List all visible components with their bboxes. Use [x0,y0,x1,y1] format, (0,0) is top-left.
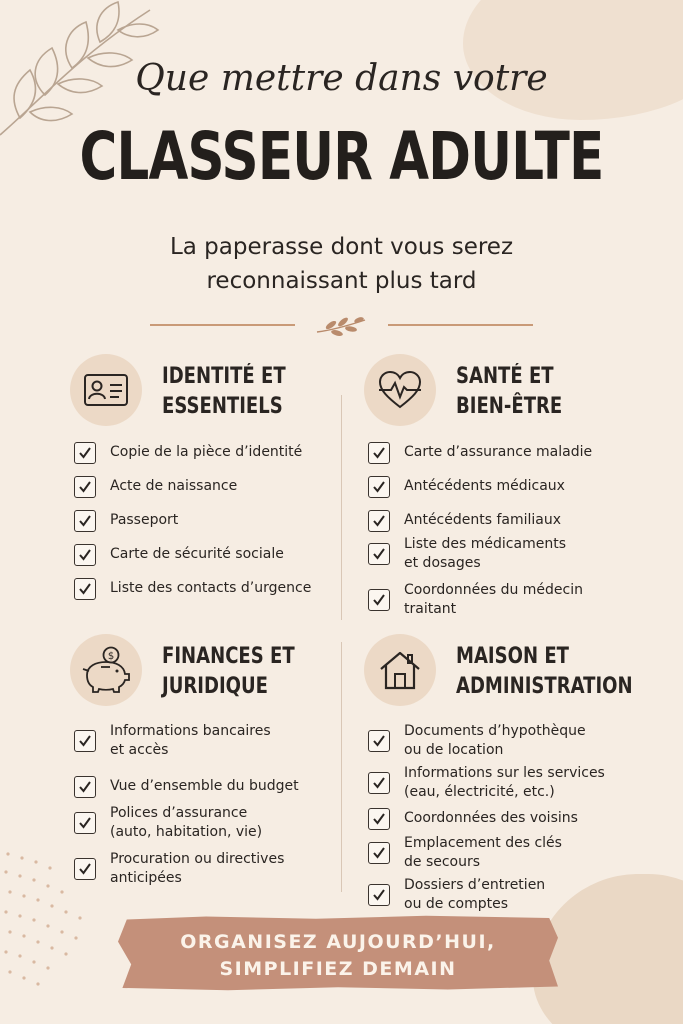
section-title-line-1: SANTÉ ET [456,364,554,389]
id-card-icon [83,373,129,407]
section-header [70,354,370,434]
checklist-item [74,442,302,464]
checklist-item [74,805,263,842]
banner-text [118,929,558,983]
item-label: Polices d’assurance (auto, habitation, vie) [110,805,263,840]
section-title-line-2: ADMINISTRATION [456,674,633,699]
checkbox-checked[interactable] [368,842,390,864]
checkbox-checked[interactable] [74,510,96,532]
checklist-item [368,835,562,872]
checklist-item [368,476,565,498]
section-finances [70,634,370,886]
subtitle-line-1: La paperasse dont vous serez [169,234,514,260]
checkmark-icon [371,733,387,749]
section-title-line-2: ESSENTIELS [162,394,283,419]
checklist-item [74,476,237,498]
checklist-item [74,544,284,566]
checklist-item [74,851,285,888]
item-label: Informations sur les services (eau, électricité, etc.) [404,765,605,800]
svg-text:$: $ [107,651,115,662]
section-header [70,634,370,714]
icon-circle [70,634,142,706]
checkbox-checked[interactable] [368,730,390,752]
divider-line-left [150,324,295,326]
section-title [162,362,286,422]
section-header [364,354,664,434]
checkbox-checked[interactable] [74,476,96,498]
section-title [456,642,633,702]
sprig-icon [315,316,369,336]
checkbox-checked[interactable] [74,730,96,752]
checkmark-icon [77,861,93,877]
checkmark-icon [371,546,387,562]
checkmark-icon [371,775,387,791]
checklist-item [368,442,592,464]
banner-line-1: ORGANISEZ AUJOURD’HUI, [180,931,496,953]
checkmark-icon [77,513,93,529]
checkmark-icon [371,445,387,461]
checklist-item [368,765,605,802]
icon-circle [70,354,142,426]
item-label: Coordonnées des voisins [404,810,578,826]
script-title: Que mettre dans votre [135,58,548,99]
heart-pulse-icon [377,370,423,410]
item-label: Procuration ou directives anticipées [110,851,285,886]
checkmark-icon [77,815,93,831]
divider-line-right [388,324,533,326]
item-label: Carte de sécurité sociale [110,546,284,562]
subtitle [0,230,683,298]
ornament-divider [150,316,533,336]
item-label: Informations bancaires et accès [110,723,271,758]
item-label: Copie de la pièce d’identité [110,444,303,460]
checkbox-checked[interactable] [74,442,96,464]
checkbox-checked[interactable] [368,772,390,794]
item-label: Liste des contacts d’urgence [110,580,312,596]
checkmark-icon [371,887,387,903]
checklist-item [368,536,566,573]
subtitle-line-2: reconnaissant plus tard [206,268,477,294]
checkbox-checked[interactable] [74,858,96,880]
checklist-item [368,808,578,830]
checkmark-icon [77,479,93,495]
icon-circle [364,634,436,706]
checkbox-checked[interactable] [74,578,96,600]
section-title [456,362,562,422]
icon-circle [364,354,436,426]
checkmark-icon [371,479,387,495]
section-identity [70,354,370,596]
section-title-line-2: BIEN-ÊTRE [456,394,563,419]
section-title [162,642,295,702]
item-label: Antécédents familiaux [404,512,562,528]
item-label: Acte de naissance [110,478,238,494]
checkmark-icon [371,592,387,608]
checkmark-icon [77,779,93,795]
checkbox-checked[interactable] [368,808,390,830]
item-label: Emplacement des clés de secours [404,835,562,870]
item-label: Antécédents médicaux [404,478,565,494]
checkmark-icon [77,547,93,563]
checkbox-checked[interactable] [74,544,96,566]
piggy-bank-icon [79,645,133,695]
item-label: Documents d’hypothèque ou de location [404,723,586,758]
checkbox-checked[interactable] [368,476,390,498]
checklist-item [74,510,178,532]
checkbox-checked[interactable] [368,884,390,906]
checkmark-icon [77,733,93,749]
item-label: Carte d’assurance maladie [404,444,593,460]
checkbox-checked[interactable] [368,543,390,565]
checkmark-icon [77,581,93,597]
item-label: Liste des médicaments et dosages [404,536,566,571]
checklist-item [368,877,546,914]
item-label: Vue d’ensemble du budget [110,778,299,794]
checklist-item [74,723,271,760]
section-title-line-1: IDENTITÉ ET [162,364,286,389]
section-home [364,634,664,912]
checkmark-icon [77,445,93,461]
section-title-line-1: MAISON ET [456,644,569,669]
checklist-item [74,776,299,798]
checklist-item [368,510,561,532]
section-title-line-1: FINANCES ET [162,644,295,669]
banner-line-2: SIMPLIFIEZ DEMAIN [219,958,457,980]
checklist-item [74,578,311,600]
main-title: CLASSEUR ADULTE [79,118,604,195]
checkbox-checked[interactable] [74,812,96,834]
section-header [364,634,664,714]
checkbox-checked[interactable] [74,776,96,798]
checkbox-checked[interactable] [368,510,390,532]
item-label: Passeport [110,512,179,528]
checklist-item [368,723,586,760]
house-icon [378,649,422,691]
item-label: Coordonnées du médecin traitant [404,582,584,617]
checkbox-checked[interactable] [368,442,390,464]
checkmark-icon [371,811,387,827]
checklist-item [368,582,584,619]
item-label: Dossiers d’entretien ou de comptes [404,877,546,912]
section-title-line-2: JURIDIQUE [162,674,268,699]
checkbox-checked[interactable] [368,589,390,611]
section-health [364,354,664,617]
checkmark-icon [371,845,387,861]
checkmark-icon [371,513,387,529]
